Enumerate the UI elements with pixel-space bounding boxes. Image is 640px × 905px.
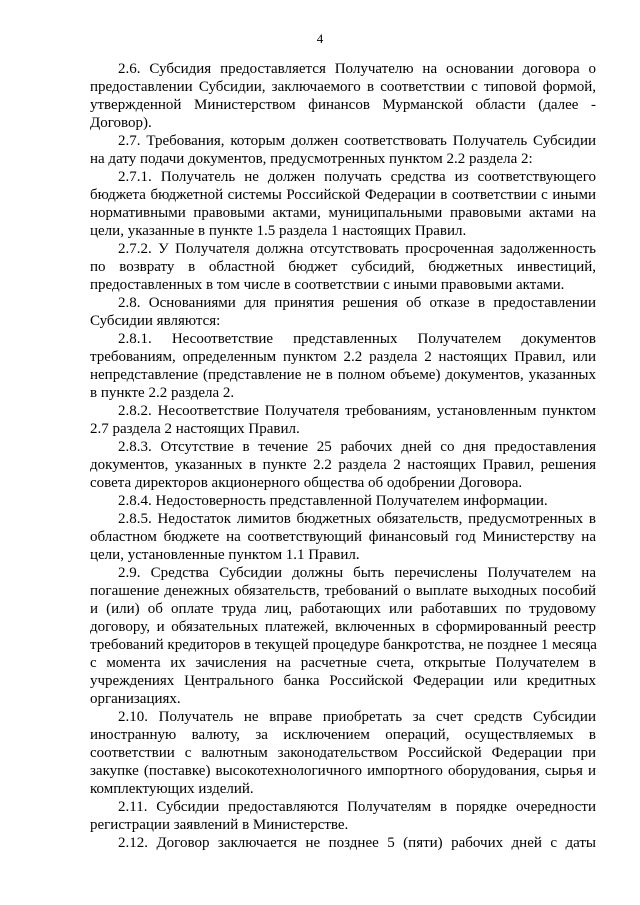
text-line: областном бюджете на соответствующий финансовый год Министерству на: [90, 529, 596, 545]
text-line: соответствии с валютным законодательством Российской Федерации при: [90, 745, 596, 761]
text-line: погашение денежных обязательств, требований о выплате выходных пособий: [90, 583, 596, 599]
text-line: 2.7 раздела 2 настоящих Правил.: [90, 421, 300, 437]
text-line: документов, указанных в пункте 2.2 раздела 2 настоящих Правил, решения: [90, 457, 596, 473]
text-line: 2.11. Субсидии предоставляются Получателям в порядке очередности: [118, 799, 596, 815]
text-line: комплектующих изделий.: [90, 781, 254, 797]
text-line: нормативными правовыми актами, муниципальными правовыми актами на: [90, 205, 596, 221]
text-line: договору, и обязательных платежей, включенных в сформированный реестр: [90, 619, 596, 635]
text-line: 2.10. Получатель не вправе приобретать за счет средств Субсидии: [118, 709, 596, 725]
text-line: регистрации заявлений в Министерстве.: [90, 817, 349, 833]
text-line: 2.8.5. Недостаток лимитов бюджетных обязательств, предусмотренных в: [118, 511, 596, 527]
text-line: требований кредиторов в текущей процедуре банкротства, не позднее 1 месяца: [90, 637, 597, 653]
text-line: организациях.: [90, 691, 181, 707]
text-line: в пункте 2.2 раздела 2.: [90, 385, 235, 401]
text-line: иностранную валюту, за исключением операций, осуществляемых в: [90, 727, 596, 743]
text-line: 2.7.2. У Получателя должна отсутствовать просроченная задолженность: [118, 241, 596, 257]
text-line: предоставленных в том числе в соответствии с иными правовыми актами.: [90, 277, 565, 293]
text-line: предоставлении Субсидии, заключаемого в соответствии с типовой формой,: [90, 79, 596, 95]
text-line: 2.7. Требования, которым должен соответствовать Получатель Субсидии: [118, 133, 596, 149]
text-line: 2.8.4. Недостоверность представленной Получателем информации.: [118, 493, 548, 509]
text-line: 2.8. Основаниями для принятия решения об отказе в предоставлении: [118, 295, 596, 311]
text-line: 2.8.3. Отсутствие в течение 25 рабочих дней со дня предоставления: [118, 439, 596, 455]
page-number: 4: [316, 31, 324, 46]
text-line: цели, указанные в пункте 1.5 раздела 1 настоящих Правил.: [90, 223, 467, 239]
text-line: цели, установленные пунктом 1.1 Правил.: [90, 547, 360, 563]
text-line: с момента их зачисления на расчетные счета, открытые Получателем в: [90, 655, 596, 671]
text-line: закупке (поставке) высокотехнологичного импортного оборудования, сырья и: [90, 763, 596, 779]
text-line: 2.9. Средства Субсидии должны быть перечислены Получателем на: [118, 565, 596, 581]
text-line: 2.12. Договор заключается не позднее 5 (пяти) рабочих дней с даты: [118, 835, 596, 851]
text-line: и (или) об оплате труда лиц, работающих или работавших по трудовому: [90, 601, 596, 617]
text-line: утвержденной Министерством финансов Мурманской области (далее -: [90, 97, 596, 113]
text-line: совета директоров акционерного общества об одобрении Договора.: [90, 475, 523, 491]
text-line: 2.8.1. Несоответствие представленных Получателем документов: [118, 331, 596, 347]
text-line: 2.6. Субсидия предоставляется Получателю на основании договора о: [118, 61, 596, 77]
text-line: по возврату в областной бюджет субсидий, бюджетных инвестиций,: [90, 259, 596, 275]
text-line: 2.7.1. Получатель не должен получать средства из соответствующего: [118, 169, 596, 185]
text-line: на дату подачи документов, предусмотренных пунктом 2.2 раздела 2:: [90, 151, 533, 167]
text-line: непредставление (представление не в полном объеме) документов, указанных: [90, 367, 596, 383]
text-line: требованиям, определенным пунктом 2.2 раздела 2 настоящих Правил, или: [90, 349, 596, 365]
text-line: Субсидии являются:: [90, 313, 221, 329]
text-line: учреждениях Центрального банка Российской Федерации или кредитных: [90, 673, 596, 689]
text-line: 2.8.2. Несоответствие Получателя требованиям, установленным пунктом: [118, 403, 596, 419]
text-line: Договор).: [90, 115, 152, 131]
text-line: бюджета бюджетной системы Российской Федерации в соответствии с иными: [90, 187, 596, 203]
